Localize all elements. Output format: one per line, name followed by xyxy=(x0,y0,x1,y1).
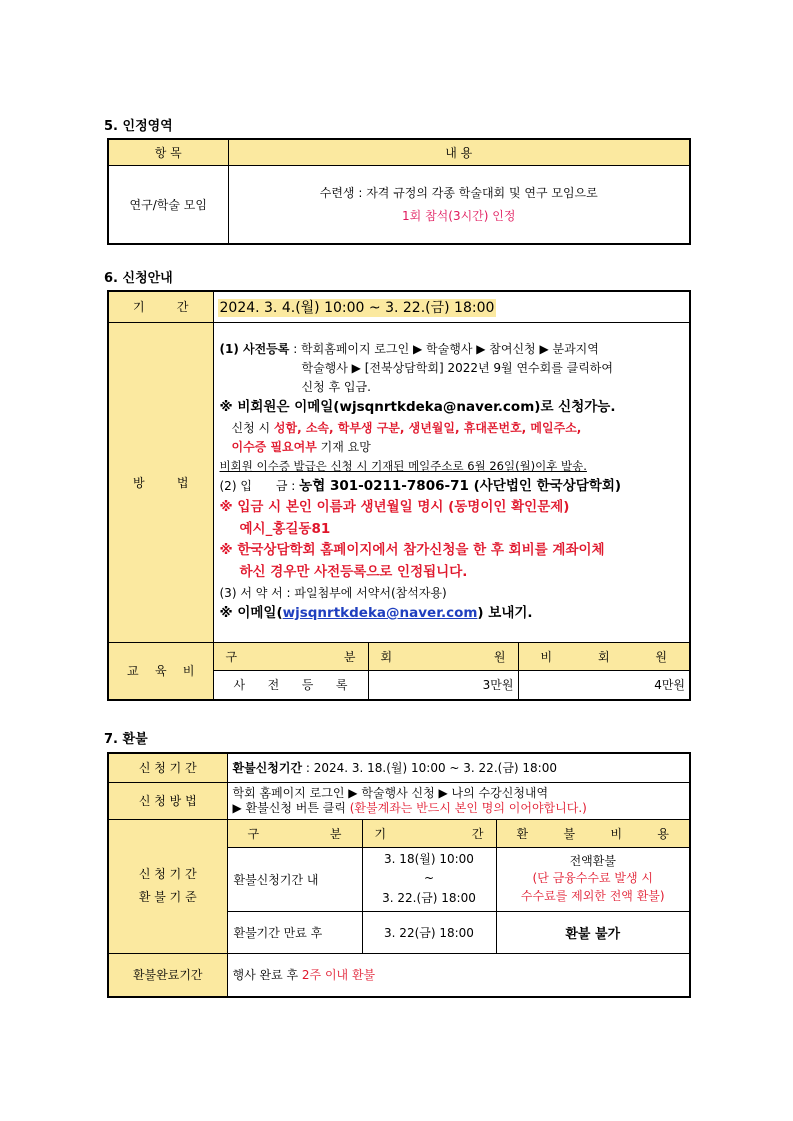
refund-row2-cost: 환불 불가 xyxy=(496,911,690,953)
refund-method-label: 신 청 방 법 xyxy=(108,782,227,819)
deposit-line: (2) 입 금 : 농협 301-0211-7806-71 (사단법인 한국상담학회) xyxy=(219,477,622,494)
fee-row-label: 사 전 등 록 xyxy=(213,670,368,700)
fee-col-nonmember: 비 회 원 xyxy=(518,642,690,670)
refund-col-category: 구 분 xyxy=(227,819,362,847)
fee-nonmember-value: 4만원 xyxy=(518,670,690,700)
row-label: 연구/학술 모임 xyxy=(108,165,228,244)
refund-period-value: 환불신청기간 : 2024. 3. 18.(월) 10:00 ~ 3. 22.(금) 18:00 xyxy=(227,753,690,782)
recognition-content: 수련생 : 자격 규정의 각종 학술대회 및 연구 모임으로 1회 참석(3시간) 인정 xyxy=(228,165,690,244)
warning-2-a: ※ 한국상담학회 홈페이지에서 참가신청을 한 후 회비를 계좌이체 xyxy=(219,542,605,559)
refund-row1-label: 환불신청기간 내 xyxy=(227,847,362,911)
method-1-line-c: 신청 후 입금. xyxy=(301,380,371,395)
refund-row1-period: 3. 18(월) 10:00 ~ 3. 22.(금) 18:00 xyxy=(362,847,496,911)
method-1-line-b: 학술행사 ▶ [전북상담학회] 2022년 9월 연수회를 클릭하여 xyxy=(301,360,613,375)
section-7-title: 7. 환불 xyxy=(104,732,148,747)
refund-col-period: 기 간 xyxy=(362,819,496,847)
pledge-line: (3) 서 약 서 : 파일첨부에 서약서(참석자용) xyxy=(219,585,447,600)
refund-criteria-label: 신 청 기 간 환 불 기 준 xyxy=(108,819,227,953)
fee-label-cell: 교 육 비 xyxy=(108,642,213,700)
refund-table xyxy=(107,752,691,998)
section-6-title: 6. 신청안내 xyxy=(104,271,173,286)
refund-complete-label: 환불완료기간 xyxy=(108,953,227,997)
warning-1-b: 예시_홍길동81 xyxy=(239,520,331,537)
apply-info-line: 신청 시 성함, 소속, 학부생 구분, 생년월일, 휴대폰번호, 메일주소, xyxy=(231,420,582,435)
fee-col-member: 회 원 xyxy=(368,642,518,670)
apply-info-line-2: 이수증 필요여부 기재 요망 xyxy=(231,440,371,454)
fee-col-category: 구 분 xyxy=(213,642,368,670)
refund-col-cost: 환 불 비 용 xyxy=(496,819,690,847)
col-item-header: 항 목 xyxy=(108,139,228,165)
method-label-cell: 방 법 xyxy=(108,322,213,642)
refund-period-label: 신 청 기 간 xyxy=(108,753,227,782)
period-value-cell xyxy=(213,291,690,322)
refund-complete-value: 행사 완료 후 2주 이내 환불 xyxy=(227,953,690,997)
email-line: ※ 이메일(wjsqnrtkdeka@naver.com) 보내기. xyxy=(219,604,533,621)
certificate-line: 비회원 이수증 발급은 신청 시 기재된 메일주소로 6월 26일(월)이후 발송. xyxy=(219,459,587,474)
refund-row2-label: 환불기간 만료 후 xyxy=(227,911,362,953)
refund-method-value: 학회 홈페이지 로그인 ▶ 학술행사 신청 ▶ 나의 수강신청내역 ▶ 환불신청 버튼 클릭 (환불계좌는 반드시 본인 명의 이어야합니다.) xyxy=(227,782,690,819)
email-link[interactable]: wjsqnrtkdeka@naver.com xyxy=(282,604,478,621)
nonmember-line: ※ 비회원은 이메일(wjsqnrtkdeka@naver.com)로 신청가능. xyxy=(219,399,616,416)
application-table xyxy=(107,290,691,701)
method-content xyxy=(213,322,690,642)
period-value: 2024. 3. 4.(월) 10:00 ~ 3. 22.(금) 18:00 xyxy=(219,299,495,316)
warning-1-a: ※ 입금 시 본인 이름과 생년월일 명시 (동명이인 확인문제) xyxy=(219,499,570,516)
fee-member-value: 3만원 xyxy=(368,670,518,700)
warning-2-b: 하신 경우만 사전등록으로 인정됩니다. xyxy=(239,563,468,580)
refund-row1-cost: 전액환불 (단 금융수수료 발생 시 수수료를 제외한 전액 환불) xyxy=(496,847,690,911)
recognition-table xyxy=(107,138,691,245)
refund-row2-period: 3. 22(금) 18:00 xyxy=(362,911,496,953)
col-content-header: 내 용 xyxy=(228,139,690,165)
method-1-line-a: (1) 사전등록 : 학회홈페이지 로그인 ▶ 학술행사 ▶ 참여신청 ▶ 분과지역 xyxy=(219,341,599,356)
section-5-title: 5. 인정영역 xyxy=(104,119,173,134)
period-label-cell: 기 간 xyxy=(108,291,213,322)
